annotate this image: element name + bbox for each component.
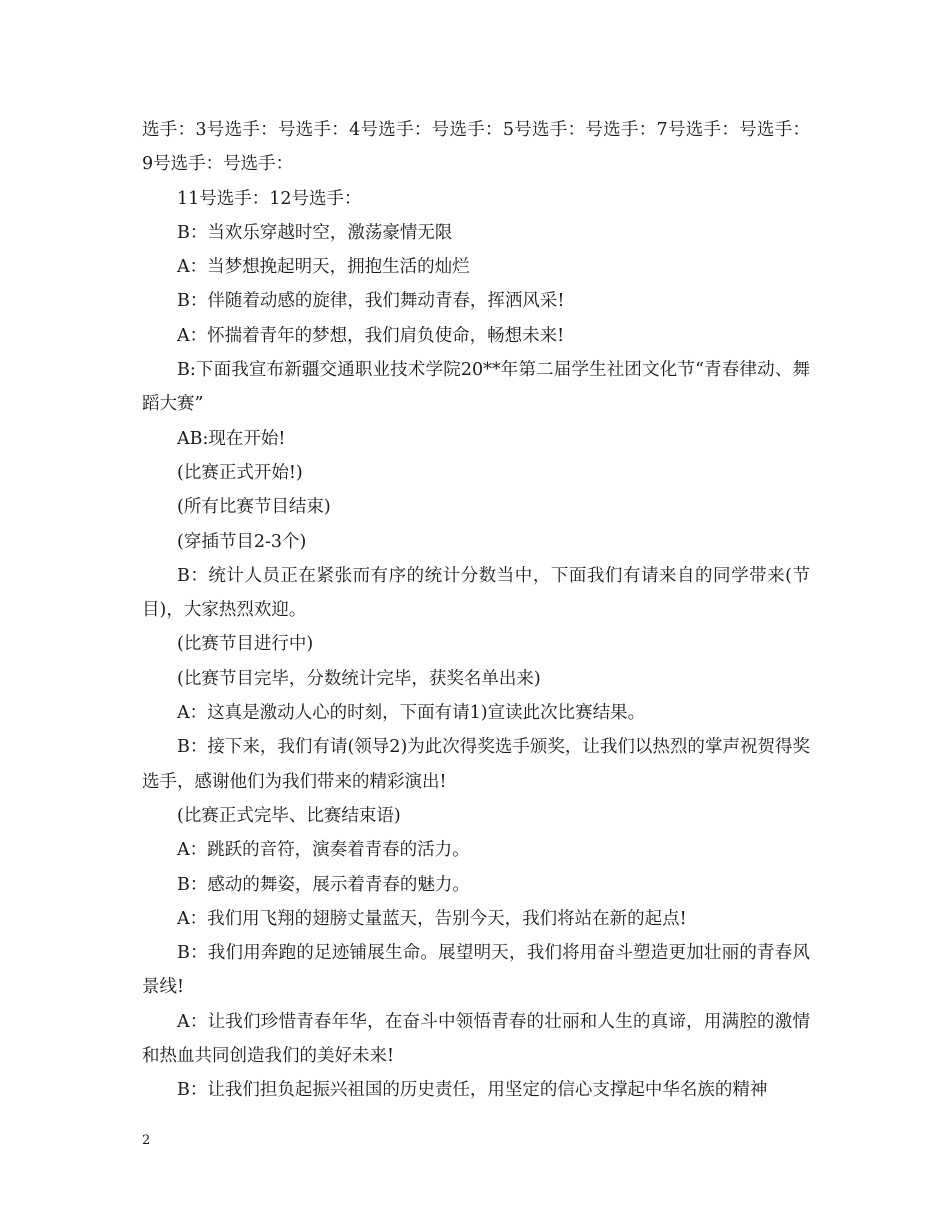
paragraph: A：让我们珍惜青春年华，在奋斗中领悟青春的壮丽和人生的真谛，用满腔的激情和热血共同创造我们的美好未来! (142, 1011, 810, 1067)
paragraph: A：怀揣着青年的梦想，我们肩负使命，畅想未来! (177, 325, 565, 346)
paragraph: B：伴随着动感的旋律，我们舞动青春，挥洒风采! (177, 291, 565, 312)
paragraph: B：统计人员正在紧张而有序的统计分数当中，下面我们有请来自的同学带来(节目)，大家热烈欢迎。 (142, 565, 810, 621)
paragraph: A：当梦想挽起明天，拥抱生活的灿烂 (177, 257, 470, 278)
page-number: 2 (142, 1133, 151, 1148)
paragraph: B:下面我宣布新疆交通职业技术学院20**年第二届学生社团文化节“青春律动、舞蹈大赛” (142, 360, 810, 415)
paragraph: (比赛正式开始!) (177, 462, 303, 483)
paragraph: (比赛正式完毕、比赛结束语) (177, 805, 401, 826)
paragraph: A：我们用飞翔的翅膀丈量蓝天，告别今天，我们将站在新的起点! (177, 908, 687, 929)
paragraph: 11号选手：12号选手： (177, 188, 362, 209)
paragraph: AB:现在开始! (177, 428, 286, 449)
document-body (142, 113, 810, 1108)
paragraph: (比赛节目进行中) (177, 634, 314, 655)
paragraph: A：这真是激动人心的时刻，下面有请1)宣读此次比赛结果。 (177, 703, 646, 724)
paragraph: B：感动的舞姿，展示着青春的魅力。 (177, 874, 470, 895)
paragraph: 选手：3号选手：号选手：4号选手：号选手：5号选手：号选手：7号选手：号选手：9号选手：号选手： (142, 120, 810, 175)
paragraph: B：当欢乐穿越时空，激荡豪情无限 (177, 222, 453, 243)
paragraph: B：让我们担负起振兴祖国的历史责任，用坚定的信心支撑起中华名族的精神 (177, 1080, 768, 1101)
paragraph: A：跳跃的音符，演奏着青春的活力。 (177, 840, 470, 861)
paragraph: B：我们用奔跑的足迹铺展生命。展望明天，我们将用奋斗塑造更加壮丽的青春风景线! (142, 943, 810, 998)
paragraph: (穿插节目2-3个) (177, 531, 307, 552)
paragraph: (比赛节目完毕，分数统计完毕，获奖名单出来) (177, 668, 541, 689)
paragraph: (所有比赛节目结束) (177, 497, 331, 518)
paragraph: B：接下来，我们有请(领导2)为此次得奖选手颁奖，让我们以热烈的掌声祝贺得奖选手，感谢他们为我们带来的精彩演出! (142, 737, 810, 792)
